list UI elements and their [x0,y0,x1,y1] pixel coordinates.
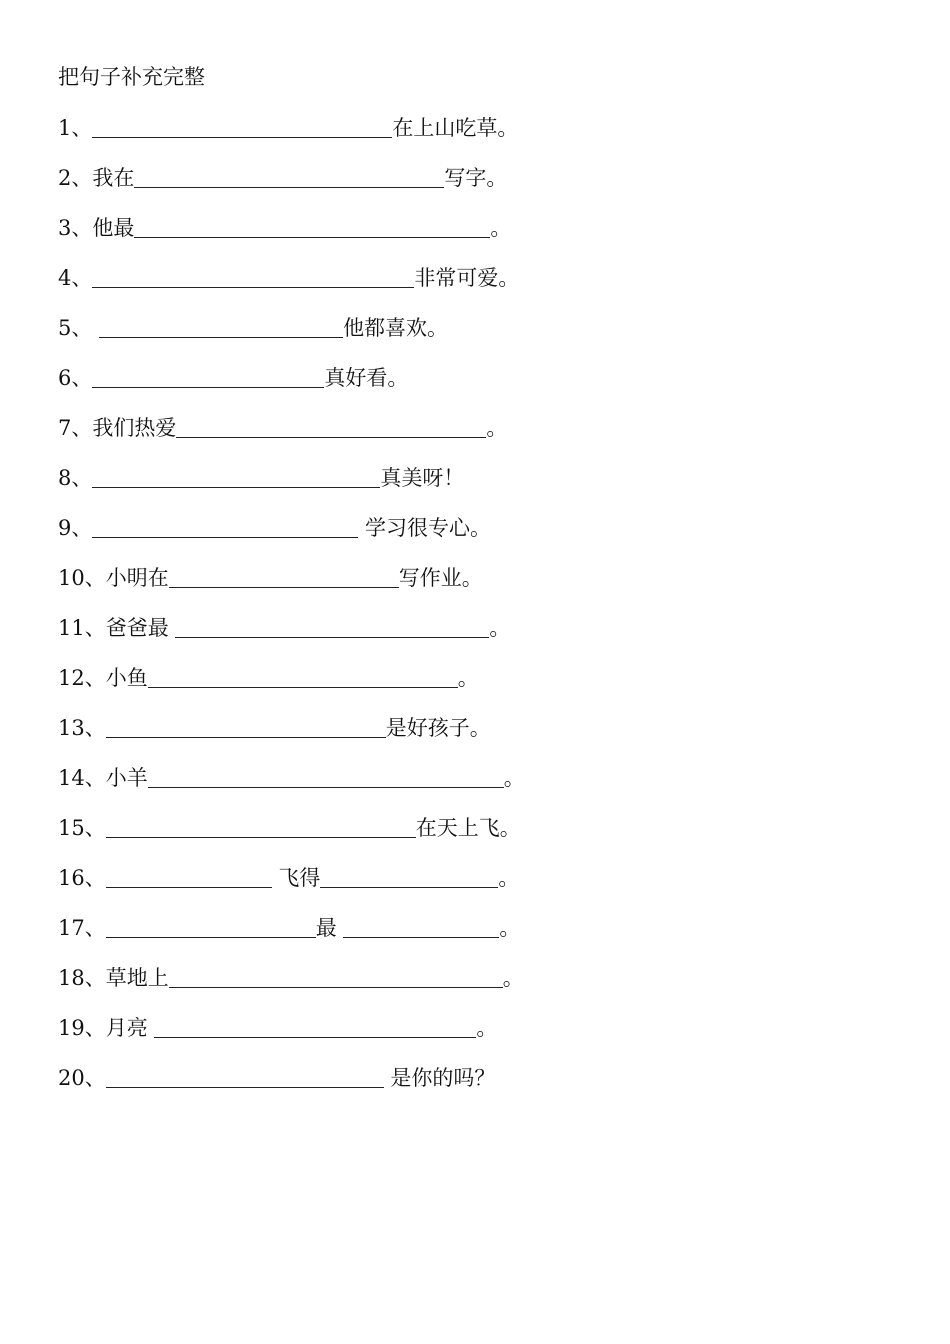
exercise-row [58,663,479,693]
exercise-number: 18、 [58,966,106,990]
exercise-number: 7、 [58,416,93,440]
exercise-row [58,1013,497,1043]
exercise-row [58,313,448,343]
answer-blank[interactable] [106,937,316,938]
exercise-row [58,163,507,193]
sentence-text: 是你的吗？ [383,1066,496,1090]
exercise-row [58,213,511,243]
exercise-number: 4、 [58,266,93,290]
exercise-row [58,913,520,943]
sentence-text: 他都喜欢。 [343,316,449,340]
sentence-text: 。 [486,416,508,440]
answer-blank[interactable] [106,737,386,738]
answer-blank[interactable] [148,787,504,788]
worksheet-title: 把句子补充完整 [58,65,205,89]
exercise-number: 14、 [58,766,106,790]
sentence-text: 爸爸最 [105,616,176,640]
answer-blank[interactable] [343,937,499,938]
exercise-number: 2、 [58,166,93,190]
exercise-row [58,763,525,793]
sentence-text: 。 [457,666,479,690]
exercise-number: 16、 [58,866,106,890]
exercise-row [58,113,518,143]
sentence-text: 我们热爱 [92,416,177,440]
sentence-text: 飞得 [271,866,321,890]
sentence-text: 小鱼 [105,666,148,690]
exercise-row [58,713,491,743]
sentence-text: 是好孩子。 [385,716,491,740]
answer-blank[interactable] [92,537,358,538]
answer-blank[interactable] [92,487,380,488]
sentence-text: 。 [502,966,524,990]
exercise-number: 9、 [58,516,93,540]
sentence-text: 最 [315,916,344,940]
sentence-text: 。 [498,866,520,890]
answer-blank[interactable] [92,387,324,388]
exercise-number: 10、 [58,566,106,590]
sentence-text: 小明在 [105,566,169,590]
exercise-row [58,1063,495,1093]
answer-blank[interactable] [148,687,458,688]
answer-blank[interactable] [134,187,444,188]
sentence-text: 。 [476,1016,498,1040]
exercise-number: 12、 [58,666,106,690]
exercise-row [58,863,519,893]
sentence-text: 月亮 [105,1016,155,1040]
exercise-number: 3、 [58,216,93,240]
exercise-row [58,513,491,543]
exercise-number: 1、 [58,116,93,140]
exercise-number: 17、 [58,916,106,940]
answer-blank[interactable] [106,837,416,838]
sentence-text: 学习很专心。 [358,516,492,540]
exercise-row [58,563,483,593]
answer-blank[interactable] [92,287,414,288]
exercise-number: 5、 [58,316,93,340]
answer-blank[interactable] [169,587,399,588]
sentence-text: 真好看。 [324,366,409,390]
sentence-text [92,313,99,343]
sentence-text: 在天上飞。 [415,816,521,840]
exercise-row [58,813,521,843]
answer-blank[interactable] [176,437,486,438]
sentence-text: 非常可爱。 [414,266,520,290]
exercise-row [58,363,408,393]
sentence-text: 。 [490,216,512,240]
exercise-number: 20、 [58,1066,106,1090]
sentence-text: 。 [489,616,511,640]
exercise-row [58,613,510,643]
answer-blank[interactable] [169,987,503,988]
exercise-number: 13、 [58,716,106,740]
answer-blank[interactable] [99,337,343,338]
exercise-number: 11、 [58,616,106,640]
answer-blank[interactable] [175,637,489,638]
sentence-text: 草地上 [105,966,169,990]
answer-blank[interactable] [154,1037,476,1038]
exercise-number: 19、 [58,1016,106,1040]
sentence-text: 。 [499,916,521,940]
answer-blank[interactable] [320,887,498,888]
exercise-number: 15、 [58,816,106,840]
answer-blank[interactable] [92,137,392,138]
exercise-row [58,413,507,443]
sentence-text: 小羊 [105,766,148,790]
exercise-row [58,463,464,493]
answer-blank[interactable] [106,887,272,888]
sentence-text: 写作业。 [398,566,483,590]
answer-blank[interactable] [134,237,490,238]
sentence-text: 在上山吃草。 [392,116,519,140]
exercise-row [58,263,519,293]
sentence-text: 他最 [92,216,135,240]
exercise-row [58,963,524,993]
exercise-number: 8、 [58,466,93,490]
sentence-text: 真美呀！ [380,466,465,490]
sentence-text: 我在 [92,166,135,190]
answer-blank[interactable] [106,1087,384,1088]
sentence-text: 写字。 [444,166,508,190]
sentence-text: 。 [503,766,525,790]
exercise-number: 6、 [58,366,93,390]
